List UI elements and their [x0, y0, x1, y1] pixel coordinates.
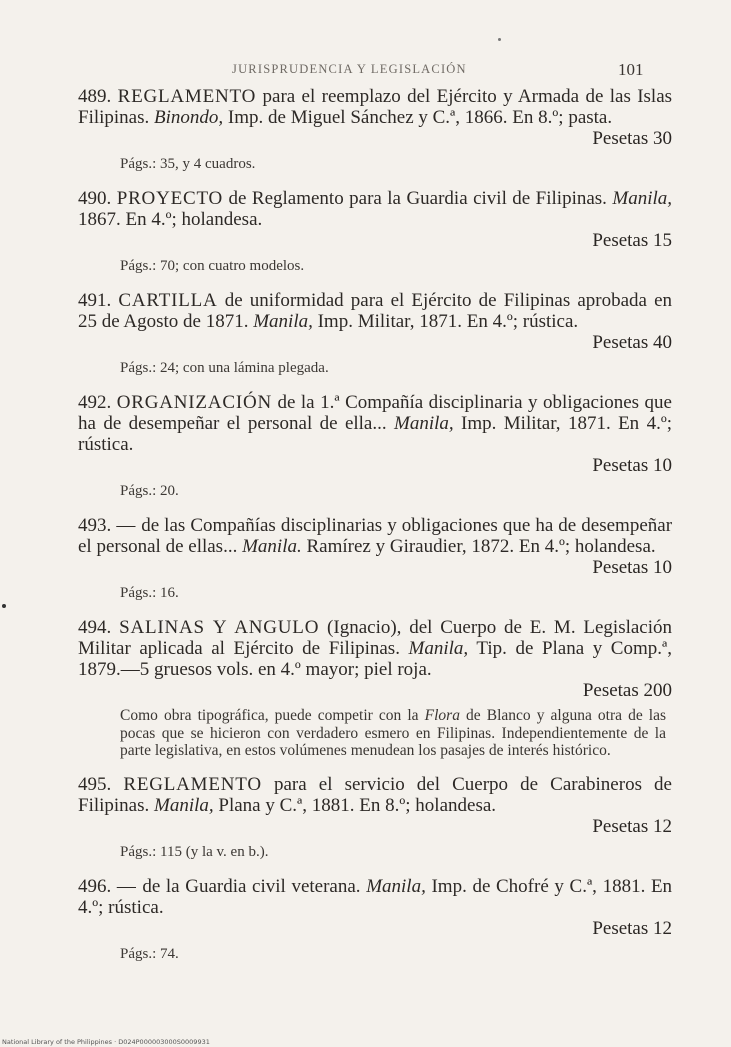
entry-text	[78, 515, 672, 557]
entry-place: Manila,	[366, 875, 426, 897]
price-line	[78, 128, 672, 149]
entry-price: Pesetas 12	[592, 917, 672, 939]
price-line	[78, 816, 672, 837]
catalog-entry-495	[78, 774, 672, 862]
price-line	[78, 455, 672, 476]
entry-pages-note: Págs.: 20.	[120, 483, 179, 499]
entry-number: 490.	[78, 188, 112, 209]
entry-heading: REGLAMENTO	[123, 773, 262, 795]
entry-place: Manila,	[253, 311, 313, 332]
entry-place: Manila,	[394, 413, 454, 434]
entry-price: Pesetas 30	[592, 128, 672, 149]
entry-pages-note: Págs.: 115 (y la v. en b.).	[120, 843, 269, 860]
entry-pages-note: Págs.: 16.	[120, 585, 179, 601]
entry-number: 491.	[78, 290, 112, 311]
price-line	[78, 680, 672, 701]
entry-number: 494.	[78, 617, 112, 638]
entry-imprint: 1867. En 4.º; holandesa.	[78, 209, 263, 230]
entry-heading: ORGANIZACIÓN	[116, 392, 272, 413]
entry-text	[78, 86, 672, 128]
catalog-entries	[78, 86, 672, 978]
entry-number: 496.	[78, 875, 112, 897]
catalog-entry-492	[78, 392, 672, 501]
entry-description: de Reglamento para la Guardia civil de Filipinas.	[228, 188, 607, 209]
entry-pages-note: Págs.: 74.	[120, 945, 179, 962]
entry-description: de las Compañías disciplinarias y obligaciones que ha de desempeñar el personal de ellas...	[78, 515, 673, 557]
commentary-text: de Blanco y alguna otra de las pocas que se hicieron con verdadero esmero en Filipinas. Independientemente de la parte legislativa, en estos volúmenes menudean los pasajes de interés histórico.	[120, 707, 667, 759]
ink-speck	[2, 604, 6, 608]
entry-text	[78, 290, 672, 332]
entry-pages-note: Págs.: 35, y 4 cuadros.	[120, 156, 256, 172]
price-line	[78, 557, 672, 578]
catalog-entry-489	[78, 86, 672, 174]
entry-price: Pesetas 40	[592, 332, 672, 353]
entry-place: Binondo,	[154, 107, 224, 128]
running-title: JURISPRUDENCIA Y LEGISLACIÓN	[232, 62, 467, 76]
entry-price: Pesetas 10	[592, 455, 672, 476]
entry-place: Manila,	[408, 638, 469, 659]
entry-place: Manila,	[154, 794, 214, 816]
entry-description: de uniformidad para el Ejército de Filipinas aprobada en 25 de Agosto de 1871.	[78, 290, 673, 332]
entry-heading: PROYECTO	[116, 188, 224, 209]
entry-pages-note: Págs.: 24; con una lámina plegada.	[120, 360, 329, 376]
scan-credit: National Library of the Philippines · D024P000003000S0009931	[2, 1038, 210, 1046]
entry-imprint: Imp. de Chofré y C.ª, 1881. En 4.º; rústica.	[78, 875, 673, 918]
entry-price: Pesetas 200	[582, 680, 672, 701]
entry-pages-note: Págs.: 70; con cuatro modelos.	[120, 258, 305, 274]
entry-text	[78, 188, 672, 230]
catalog-entry-491	[78, 290, 672, 378]
price-line	[78, 918, 672, 939]
entry-number: 492.	[78, 392, 112, 413]
ink-speck	[498, 38, 501, 41]
entry-heading: SALINAS Y ANGULO	[119, 617, 320, 638]
entry-heading: —	[116, 875, 137, 897]
entry-imprint: Imp. de Miguel Sánchez y C.ª, 1866. En 8.º; pasta.	[227, 107, 613, 128]
entry-place: Manila.	[242, 536, 302, 557]
entry-price: Pesetas 15	[592, 230, 672, 251]
entry-imprint: Ramírez y Giraudier, 1872. En 4.º; holandesa.	[306, 536, 656, 557]
catalog-entry-496	[78, 876, 672, 964]
commentary-work-title: Flora	[424, 707, 460, 724]
catalog-entry-494	[78, 617, 672, 760]
price-line	[78, 332, 672, 353]
entry-text	[78, 774, 672, 816]
entry-number: 489.	[78, 86, 112, 107]
commentary-text: Como obra tipográfica, puede competir con la	[120, 707, 419, 724]
entry-description: para el servicio del Cuerpo de Carabineros de Filipinas.	[78, 773, 672, 816]
entry-imprint: Tip. de Plana y Comp.ª, 1879.—5 gruesos vols. en 4.º mayor; piel roja.	[78, 638, 672, 680]
entry-heading: REGLAMENTO	[117, 86, 257, 107]
entry-description: de la Guardia civil veterana.	[142, 875, 361, 897]
entry-imprint: Imp. Militar, 1871. En 4.º; rústica.	[317, 311, 579, 332]
entry-imprint: Plana y C.ª, 1881. En 8.º; holandesa.	[218, 794, 497, 816]
catalog-entry-490	[78, 188, 672, 276]
entry-price: Pesetas 10	[592, 557, 672, 578]
entry-price: Pesetas 12	[592, 815, 672, 837]
page-number: 101	[618, 60, 644, 79]
catalog-entry-493	[78, 515, 672, 603]
entry-text	[78, 392, 672, 455]
entry-place: Manila,	[612, 188, 673, 209]
entry-description: (Ignacio), del Cuerpo de E. M. Legislación Militar aplicada al Ejército de Filipinas.	[78, 617, 673, 659]
price-line	[78, 230, 672, 251]
entry-number: 495.	[78, 773, 112, 795]
entry-heading: CARTILLA	[118, 290, 218, 311]
entry-imprint: Imp. Militar, 1871. En 4.º; rústica.	[78, 413, 672, 455]
entry-number: 493.	[78, 515, 112, 536]
entry-text	[78, 876, 672, 918]
entry-description: para el reemplazo del Ejército y Armada de las Islas Filipinas.	[78, 86, 673, 128]
entry-description: de la 1.ª Compañía disciplinaria y obligaciones que ha de desempeñar el personal de ella...	[78, 392, 672, 434]
entry-text	[78, 617, 672, 680]
entry-commentary	[120, 707, 666, 760]
entry-heading: —	[116, 515, 137, 536]
